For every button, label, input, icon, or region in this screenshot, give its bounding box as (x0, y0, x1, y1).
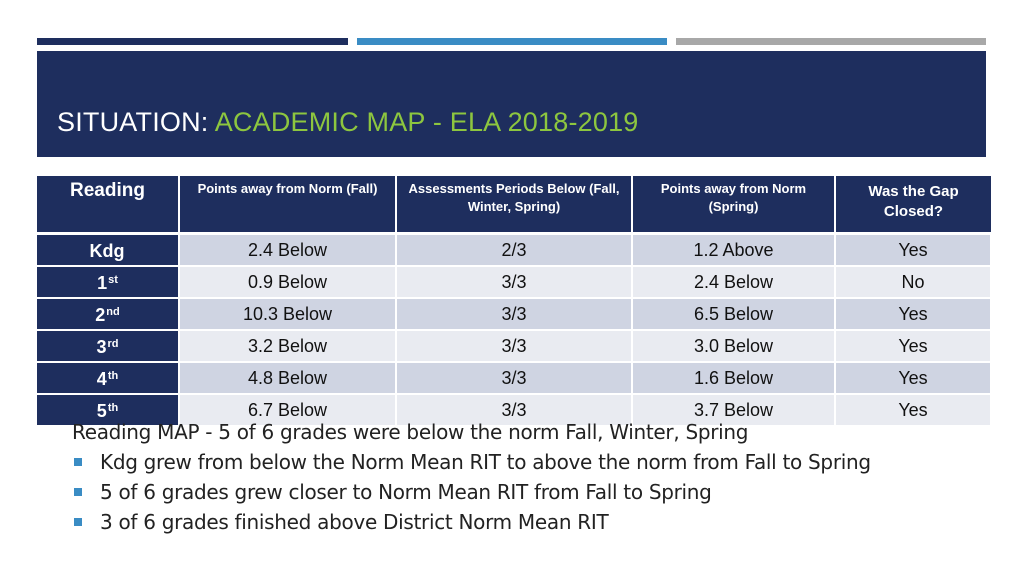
spring-points-cell: 2.4 Below (632, 266, 835, 298)
spring-points-cell: 1.2 Above (632, 234, 835, 267)
summary-bullet-list (72, 447, 972, 537)
gap-closed-cell: No (835, 266, 991, 298)
map-results-table (37, 176, 992, 427)
header-periods-below: Assessments Periods Below (Fall, Winter, Spring) (396, 176, 632, 234)
grade-label: 3 (96, 337, 107, 357)
header-gap-closed: Was the Gap Closed? (835, 176, 991, 234)
title-banner (37, 51, 986, 157)
grade-label: 2 (95, 305, 106, 325)
grade-label: 5 (96, 401, 107, 421)
grade-suffix: th (107, 370, 119, 382)
gap-closed-cell: Yes (835, 298, 991, 330)
spring-points-cell: 3.0 Below (632, 330, 835, 362)
header-spring-points: Points away from Norm (Spring) (632, 176, 835, 234)
grade-cell (37, 362, 179, 394)
grade-cell (37, 298, 179, 330)
bullet-text: 5 of 6 grades grew closer to Norm Mean RIT from Fall to Spring (100, 480, 712, 504)
spring-points-cell: 1.6 Below (632, 362, 835, 394)
grade-label: 1 (97, 273, 108, 293)
slide-title-accent: ACADEMIC MAP - ELA 2018-2019 (214, 107, 639, 137)
fall-points-cell: 3.2 Below (179, 330, 396, 362)
grade-cell (37, 266, 179, 298)
table-row (37, 298, 991, 330)
bullet-text: 3 of 6 grades finished above District Norm Mean RIT (100, 510, 609, 534)
grade-suffix: nd (106, 306, 120, 318)
square-bullet-icon (74, 518, 82, 526)
table-header-row (37, 176, 991, 234)
top-stripe-navy (37, 38, 348, 45)
grade-suffix: st (108, 274, 118, 286)
periods-below-cell: 3/3 (396, 298, 632, 330)
table-row (37, 330, 991, 362)
periods-below-cell: 3/3 (396, 330, 632, 362)
list-item (72, 447, 972, 477)
spring-points-cell: 3.7 Below (632, 394, 835, 426)
grade-suffix: rd (107, 338, 119, 350)
fall-points-cell: 10.3 Below (179, 298, 396, 330)
spring-points-cell: 6.5 Below (632, 298, 835, 330)
summary-notes (72, 417, 972, 537)
fall-points-cell: 2.4 Below (179, 234, 396, 267)
list-item (72, 507, 972, 537)
grade-cell (37, 330, 179, 362)
table-row (37, 266, 991, 298)
fall-points-cell: 4.8 Below (179, 362, 396, 394)
header-reading: Reading (37, 176, 179, 234)
table-row (37, 234, 991, 267)
header-fall-points: Points away from Norm (Fall) (179, 176, 396, 234)
grade-label: Kdg (89, 241, 125, 261)
grade-label: 4 (96, 369, 107, 389)
fall-points-cell: 6.7 Below (179, 394, 396, 426)
gap-closed-cell: Yes (835, 394, 991, 426)
periods-below-cell: 3/3 (396, 266, 632, 298)
square-bullet-icon (74, 458, 82, 466)
grade-suffix: th (107, 402, 119, 414)
periods-below-cell: 3/3 (396, 362, 632, 394)
slide-title-lead: SITUATION: (57, 107, 215, 137)
square-bullet-icon (74, 488, 82, 496)
summary-lead: Reading MAP - 5 of 6 grades were below the norm Fall, Winter, Spring (72, 420, 749, 444)
gap-closed-cell: Yes (835, 330, 991, 362)
periods-below-cell: 3/3 (396, 394, 632, 426)
top-stripe-gray (676, 38, 986, 45)
gap-closed-cell: Yes (835, 362, 991, 394)
table-row (37, 362, 991, 394)
grade-cell (37, 234, 179, 267)
bullet-text: Kdg grew from below the Norm Mean RIT to above the norm from Fall to Spring (100, 450, 871, 474)
fall-points-cell: 0.9 Below (179, 266, 396, 298)
periods-below-cell: 2/3 (396, 234, 632, 267)
slide-title (57, 107, 639, 138)
top-stripe-blue (357, 38, 667, 45)
gap-closed-cell: Yes (835, 234, 991, 267)
list-item (72, 477, 972, 507)
